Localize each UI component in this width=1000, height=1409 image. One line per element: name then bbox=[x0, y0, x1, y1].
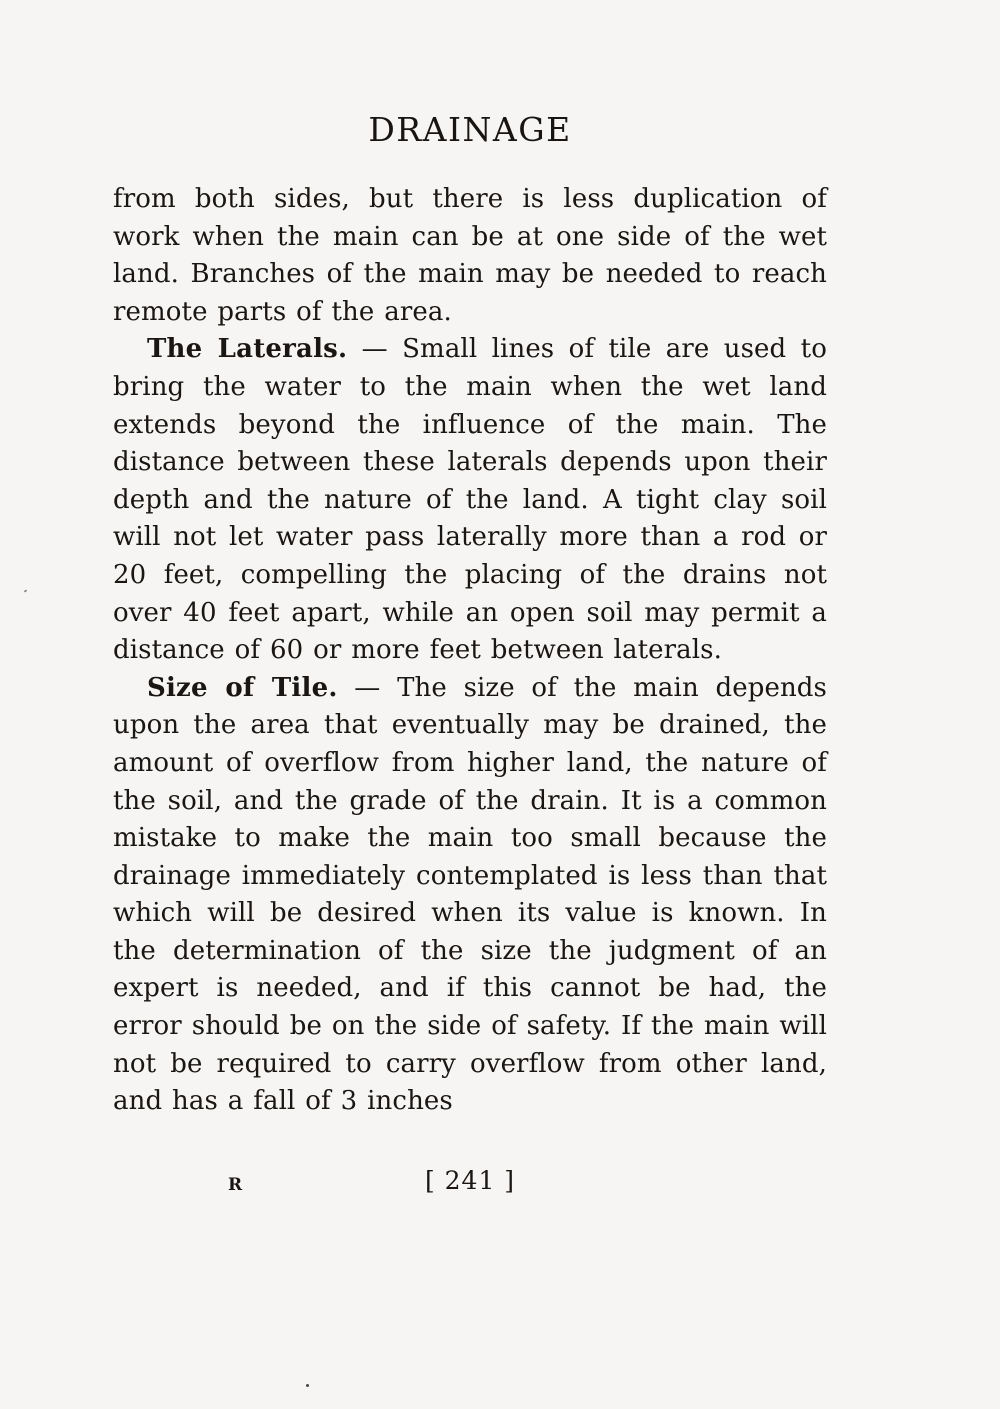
paragraph-lead: The Laterals. bbox=[147, 334, 348, 365]
paragraph-size-of-tile bbox=[113, 670, 827, 1121]
paragraph-lead: Size of Tile. bbox=[147, 672, 338, 703]
signature-mark: R bbox=[228, 1175, 243, 1195]
page-footer bbox=[113, 1166, 827, 1206]
body-text bbox=[113, 181, 827, 1121]
paragraph-continuation bbox=[113, 181, 827, 331]
paragraph-the-laterals bbox=[113, 331, 827, 669]
paragraph-text: — The size of the main depends upon the area that eventually may be drained, the amount of overflow from higher land, the nature of the soil, and the grade of the drain. It is a common mistake to make the main too small because the drainage immediately contemplated is less than that which will be desired when its value is known. In the determination of the size the judgment of an expert is needed, and if this cannot be had, the error should be on the side of safety. If the main will not be required to carry overflow from other land, and has a fall of 3 inches bbox=[113, 672, 827, 1117]
text-block bbox=[113, 0, 827, 1121]
page-title: DRAINAGE bbox=[368, 110, 572, 149]
page-number: [ 241 ] bbox=[424, 1166, 516, 1195]
scan-speck bbox=[306, 1384, 309, 1387]
paragraph-text: from both sides, but there is less duplication of work when the main can be at one side of the wet land. Branches of the main may be needed to reach remote parts of the area. bbox=[113, 184, 827, 327]
scan-speck bbox=[24, 589, 28, 592]
paragraph-text: — Small lines of tile are used to bring the water to the main when the wet land extends beyond the influence of the main. The distance between these laterals depends upon their depth and the nature of the land. A tight clay soil will not let water pass laterally more than a rod or 20 feet, compelling the placing of the drains not over 40 feet apart, while an open soil may permit a distance of 60 or more feet between laterals. bbox=[113, 334, 827, 666]
